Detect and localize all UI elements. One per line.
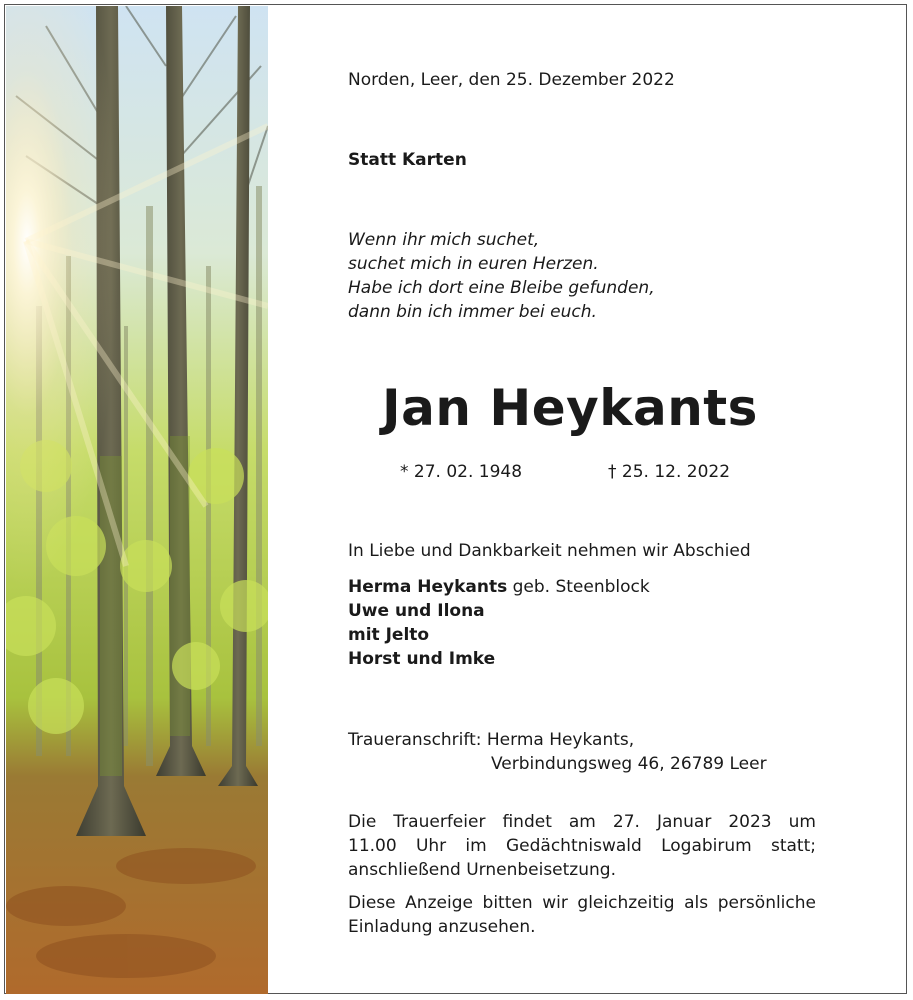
ceremony-line: Die Trauerfeier findet am 27. Januar 2023 um [348, 812, 816, 832]
ceremony-line: anschließend Urnenbeisetzung. [348, 860, 616, 880]
place-date: Norden, Leer, den 25. Dezember 2022 [348, 70, 675, 90]
poem-line: suchet mich in euren Herzen. [348, 254, 599, 274]
family-name-bold: Uwe und Ilona [348, 601, 485, 621]
birth-date: * 27. 02. 1948 [400, 462, 523, 482]
poem-line: dann bin ich immer bei euch. [348, 302, 597, 322]
ceremony-paragraph [348, 810, 816, 882]
death-date: † 25. 12. 2022 [608, 462, 731, 482]
family-name-rest: geb. Steenblock [507, 577, 650, 597]
family-name-bold: mit Jelto [348, 625, 430, 645]
family-line [348, 647, 650, 671]
address-line-2: Verbindungsweg 46, 26789 Leer [491, 754, 767, 774]
invite-line: Einladung anzusehen. [348, 917, 536, 937]
family-line [348, 623, 650, 647]
poem-line: Wenn ihr mich suchet, [348, 230, 540, 250]
farewell-text: In Liebe und Dankbarkeit nehmen wir Abschied [348, 541, 751, 561]
family-name-bold: Horst und Imke [348, 649, 496, 669]
address-line-1: Traueranschrift: Herma Heykants, [348, 730, 635, 750]
family-name-bold: Herma Heykants [348, 577, 508, 597]
statt-karten: Statt Karten [348, 150, 467, 170]
invite-paragraph [348, 891, 816, 939]
invite-line: Diese Anzeige bitten wir gleichzeitig als persönliche [348, 893, 816, 913]
poem [348, 228, 655, 324]
poem-line: Habe ich dort eine Bleibe gefunden, [348, 278, 655, 298]
ceremony-line: 11.00 Uhr im Gedächtniswald Logabirum statt; [348, 836, 816, 856]
forest-photo [6, 6, 268, 994]
family-line [348, 599, 650, 623]
family-line [348, 575, 650, 599]
deceased-name: Jan Heykants [382, 379, 758, 437]
family-list [348, 575, 650, 671]
